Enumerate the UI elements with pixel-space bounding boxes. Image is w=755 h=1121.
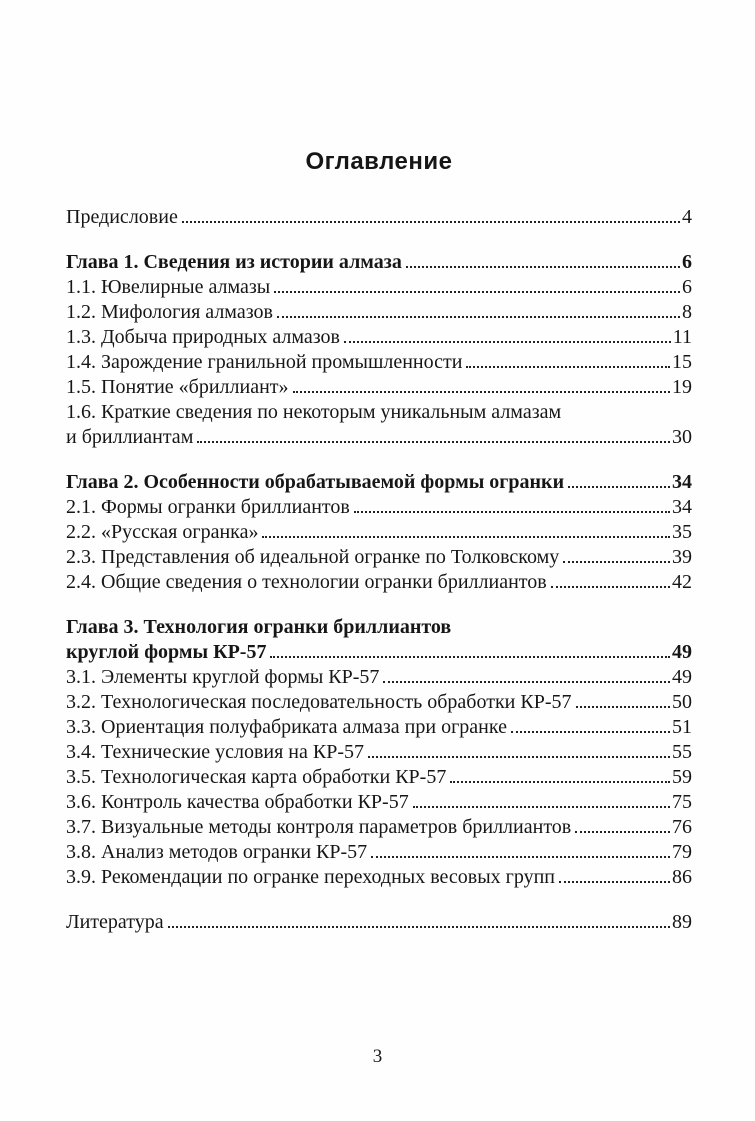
- toc-entry: [66, 400, 692, 425]
- toc-entry: [66, 250, 692, 275]
- dot-leader: [274, 291, 680, 293]
- toc-entry: [66, 640, 692, 665]
- dot-leader: [511, 731, 670, 733]
- page-title: Оглавление: [305, 148, 453, 175]
- toc-entry-label: 3.5. Технологическая карта обработки КР-57: [66, 766, 447, 788]
- toc-entry-page: 30: [672, 426, 692, 448]
- dot-leader: [182, 221, 680, 223]
- dot-leader: [450, 781, 670, 783]
- toc-entry-page: 6: [682, 276, 692, 298]
- dot-leader: [383, 681, 670, 683]
- toc-entry-page: 79: [672, 841, 692, 863]
- dot-leader: [576, 706, 671, 708]
- dot-leader: [559, 881, 670, 883]
- toc-entry-label: Глава 2. Особенности обрабатываемой формы огранки: [66, 471, 565, 493]
- toc-section: [66, 910, 692, 935]
- toc-entry: [66, 910, 692, 935]
- toc-entry-label: 2.4. Общие сведения о технологии огранки бриллиантов: [66, 571, 547, 593]
- toc-entry: [66, 690, 692, 715]
- dot-leader: [168, 926, 670, 928]
- toc-entry-label: Литература: [66, 911, 164, 933]
- toc-entry: [66, 325, 692, 350]
- toc-entry: [66, 425, 692, 450]
- toc-entry: [66, 470, 692, 495]
- toc-entry-label: 3.8. Анализ методов огранки КР-57: [66, 841, 368, 863]
- dot-leader: [406, 266, 680, 268]
- dot-leader: [466, 366, 670, 368]
- toc-entry: [66, 205, 692, 230]
- toc-list: [66, 205, 692, 935]
- dot-leader: [293, 391, 670, 393]
- toc-entry-page: 75: [672, 791, 692, 813]
- toc-entry-label: и бриллиантам: [66, 426, 194, 448]
- toc-entry: [66, 375, 692, 400]
- toc-entry-label: 3.1. Элементы круглой формы КР-57: [66, 666, 380, 688]
- toc-entry: [66, 615, 692, 640]
- toc-entry-label: 3.4. Технические условия на КР-57: [66, 741, 364, 763]
- toc-entry-page: 86: [672, 866, 692, 888]
- toc-entry-label: 3.2. Технологическая последовательность обработки КР-57: [66, 691, 572, 713]
- toc-entry-page: 6: [682, 251, 692, 273]
- dot-leader: [262, 536, 670, 538]
- dot-leader: [563, 561, 670, 563]
- toc-entry: [66, 570, 692, 595]
- toc-entry: [66, 665, 692, 690]
- dot-leader: [277, 316, 680, 318]
- dot-leader: [354, 511, 670, 513]
- toc-entry: [66, 715, 692, 740]
- toc-entry-page: 8: [682, 301, 692, 323]
- toc-entry-page: 4: [682, 206, 692, 228]
- toc-entry-page: 11: [672, 326, 692, 348]
- toc-entry-label: 1.1. Ювелирные алмазы: [66, 276, 271, 298]
- dot-leader: [371, 856, 670, 858]
- toc-entry-label: Глава 3. Технология огранки бриллиантов: [66, 616, 452, 638]
- dot-leader: [551, 586, 670, 588]
- toc-section: [66, 615, 692, 890]
- toc-entry: [66, 815, 692, 840]
- toc-entry: [66, 300, 692, 325]
- toc-entry: [66, 740, 692, 765]
- toc-section: [66, 205, 692, 230]
- toc-entry-page: 50: [672, 691, 692, 713]
- toc-entry-label: круглой формы КР-57: [66, 641, 267, 663]
- toc-entry: [66, 865, 692, 890]
- toc-entry: [66, 350, 692, 375]
- toc-entry-page: 59: [672, 766, 692, 788]
- dot-leader: [575, 831, 670, 833]
- toc-entry-label: 1.3. Добыча природных алмазов: [66, 326, 340, 348]
- toc-entry-label: 2.3. Представления об идеальной огранке по Толковскому: [66, 546, 560, 568]
- toc-entry-label: 3.3. Ориентация полуфабриката алмаза при огранке: [66, 716, 507, 738]
- toc-entry-page: 49: [672, 641, 692, 663]
- toc-entry-page: 55: [672, 741, 692, 763]
- toc-entry-page: 49: [672, 666, 692, 688]
- footer-page-number: 3: [372, 1046, 383, 1067]
- toc-entry: [66, 275, 692, 300]
- toc-entry-label: 3.7. Визуальные методы контроля параметров бриллиантов: [66, 816, 572, 838]
- toc-entry-page: 15: [672, 351, 692, 373]
- toc-entry: [66, 840, 692, 865]
- toc-entry-page: 42: [672, 571, 692, 593]
- toc-entry-label: Глава 1. Сведения из истории алмаза: [66, 251, 402, 273]
- toc-entry-label: 1.6. Краткие сведения по некоторым уникальным алмазам: [66, 401, 562, 423]
- toc-entry-page: 39: [672, 546, 692, 568]
- toc-entry: [66, 545, 692, 570]
- toc-entry-label: 2.1. Формы огранки бриллиантов: [66, 496, 350, 518]
- dot-leader: [197, 441, 670, 443]
- dot-leader: [270, 656, 670, 658]
- toc-entry: [66, 790, 692, 815]
- toc-entry-page: 19: [672, 376, 692, 398]
- toc-entry-label: 1.4. Зарождение гранильной промышленности: [66, 351, 463, 373]
- toc-entry-label: 3.9. Рекомендации по огранке переходных весовых групп: [66, 866, 556, 888]
- toc-entry-page: 89: [672, 911, 692, 933]
- toc-section: [66, 250, 692, 450]
- toc-entry-page: 34: [672, 496, 692, 518]
- toc-entry: [66, 520, 692, 545]
- toc-entry: [66, 765, 692, 790]
- dot-leader: [368, 756, 670, 758]
- toc-entry-label: 2.2. «Русская огранка»: [66, 521, 259, 543]
- toc-entry-label: 1.2. Мифология алмазов: [66, 301, 273, 323]
- toc-section: [66, 470, 692, 595]
- toc-entry: [66, 495, 692, 520]
- dot-leader: [344, 341, 671, 343]
- toc-entry-label: Предисловие: [66, 206, 178, 228]
- dot-leader: [568, 486, 670, 488]
- toc-entry-label: 3.6. Контроль качества обработки КР-57: [66, 791, 409, 813]
- toc-entry-page: 76: [672, 816, 692, 838]
- dot-leader: [413, 806, 670, 808]
- toc-entry-label: 1.5. Понятие «бриллиант»: [66, 376, 289, 398]
- toc-entry-page: 35: [672, 521, 692, 543]
- toc-entry-page: 51: [672, 716, 692, 738]
- toc-entry-page: 34: [672, 471, 692, 493]
